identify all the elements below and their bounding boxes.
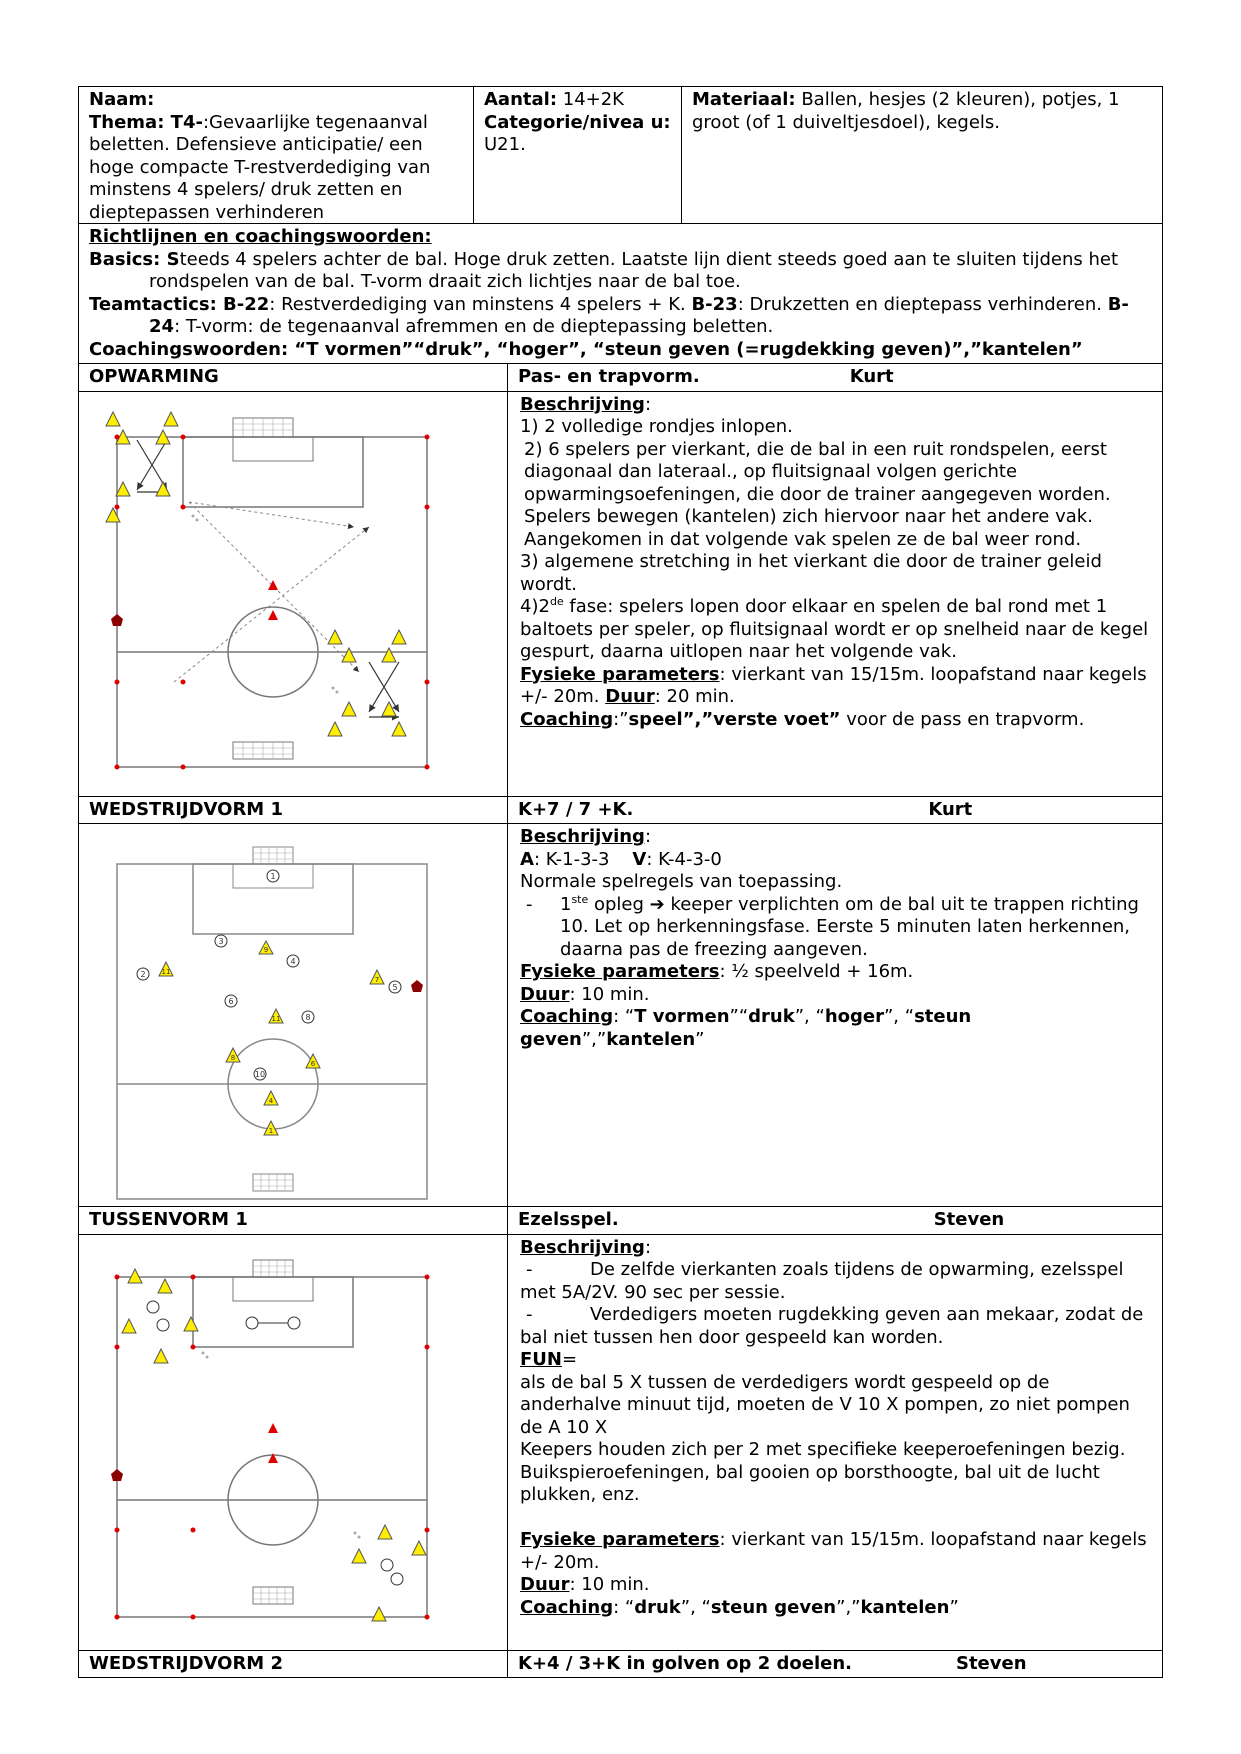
svg-text:11: 11	[161, 968, 171, 976]
basics-text: teeds 4 spelers achter de bal. Hoge druk zetten. Laatste lijn dient steeds goed aan te sluiten tijdens het rondspelen van de bal. T-vorm draait zich lichtjes naar de bal toe.	[149, 248, 1119, 292]
tussenvorm1-dash-2: Verdedigers moeten rugdekking geven aan mekaar, zodat de bal niet tussen hen door gespeeld kan worden.	[520, 1304, 1144, 1348]
svg-text:1: 1	[268, 1127, 274, 1135]
tussenvorm1-dash-1: De zelfde vierkanten zoals tijdens de opwarming, ezelsspel met 5A/2V. 90 sec per sessie.	[520, 1259, 1124, 1303]
basics-label: Basics: S	[89, 248, 180, 270]
fun-text: als de bal 5 X tussen de verdedigers wordt gespeeld op de anderhalve minuut tijd, moeten de V 10 X pompen, zo niet pompen de A 10 X	[520, 1371, 1130, 1438]
opwarming-field-svg	[79, 392, 507, 797]
player-a-10	[254, 1068, 266, 1080]
coaching-words-label: Coachingswoorden	[89, 338, 281, 360]
wedstrijdvorm1-coaching-label: Coaching	[520, 1006, 614, 1027]
guidelines-row	[78, 224, 1163, 364]
opleg-sup: ste	[571, 892, 589, 906]
opwarming-line4-sup: de	[549, 595, 564, 608]
opwarming-duur-text: : 20 min.	[654, 686, 735, 707]
wedstrijdvorm1-duur-text: : 10 min.	[569, 983, 650, 1005]
opwarming-desc-label: Beschrijving	[520, 393, 645, 415]
thema-label: Thema: T4-	[89, 111, 203, 133]
tussenvorm1-bar	[78, 1207, 1163, 1235]
wedstrijdvorm1-title: WEDSTRIJDVORM 1	[89, 798, 284, 820]
wedstrijdvorm2-trainer: Steven	[955, 1652, 1027, 1674]
formation-v-label: V	[632, 848, 647, 870]
opwarming-line-1: 1) 2 volledige rondjes inlopen.	[520, 416, 793, 437]
aantal-label: Aantal:	[484, 89, 558, 110]
player-a-8	[302, 1011, 314, 1023]
wedstrijdvorm1-row	[78, 824, 1163, 1207]
opwarming-title: OPWARMING	[89, 366, 219, 387]
player-v-9	[259, 941, 273, 954]
aantal-cell	[473, 87, 681, 223]
opwarming-coaching-a: :”	[613, 708, 629, 730]
wedstrijdvorm1-description: Beschrijving: A: K-1-3-3 V: K-4-3-0 Normale spelregels van toepassing. - 1ste opleg ➔ keeper verplichten om de bal uit te trappen richting 10. Let op herkenningsfase. Eerste 5 minuten laten herkennen, daarna pas de freezing aangeven. Fysieke parameters: ½ speelveld + 16m. Duur: 10 min. Coaching: “T vormen”“druk”, “hoger”, “steun geven”,”kantelen”	[507, 824, 1162, 1206]
svg-text:6: 6	[228, 997, 234, 1006]
b24-label: B-24	[149, 293, 1129, 337]
player-v-4	[264, 1091, 278, 1105]
tussenvorm1-coaching-label: Coaching	[520, 1596, 614, 1618]
svg-text:4: 4	[290, 957, 296, 966]
opwarming-coaching-label: Coaching	[520, 708, 614, 730]
wedstrijdvorm2-title: WEDSTRIJDVORM 2	[89, 1652, 284, 1674]
svg-text:10: 10	[254, 1070, 266, 1079]
formation-a-text: : K-1-3-3	[533, 848, 610, 870]
tussenvorm1-subtitle: Ezelsspel.	[518, 1209, 619, 1230]
tussenvorm1-trainer: Steven	[933, 1209, 1005, 1230]
training-sheet	[78, 86, 1163, 1678]
opwarming-line-4: baltoets per speler, op fluitsignaal wordt er op snelheid naar de kegel gespurt, daarna uitlopen naar het volgende vak.	[520, 618, 1149, 662]
svg-text:8: 8	[230, 1054, 236, 1062]
fun-eq: =	[561, 1349, 578, 1370]
opwarming-diagram	[79, 392, 507, 796]
wedstrijdvorm1-fysieke-text: : ½ speelveld + 16m.	[719, 961, 914, 982]
wedstrijdvorm1-desc-label: Beschrijving	[520, 826, 645, 847]
categorie-label: Categorie/nivea u:	[484, 111, 671, 133]
teamtactics-label: Teamtactics: B-22	[89, 293, 270, 315]
formation-a-label: A	[520, 848, 534, 870]
naam-label: Naam:	[89, 89, 155, 110]
wedstrijdvorm1-fysieke-label: Fysieke parameters	[520, 961, 720, 982]
aantal-value: 14+2K	[557, 89, 624, 110]
wedstrijdvorm1-subtitle: K+7 / 7 +K.	[518, 798, 634, 820]
opwarming-subtitle: Pas- en trapvorm.	[518, 366, 700, 387]
svg-text:11: 11	[271, 1015, 281, 1023]
wedstrijdvorm1-subtitle-cell	[507, 797, 1162, 824]
tussenvorm1-subtitle-cell	[507, 1207, 1162, 1234]
tussenvorm1-fysieke-text: : vierkant van 15/15m. loopafstand naar kegels +/- 20m.	[520, 1529, 1147, 1573]
wedstrijdvorm1-bar	[78, 797, 1163, 825]
tussenvorm1-title: TUSSENVORM 1	[89, 1209, 248, 1230]
player-v-7	[370, 970, 384, 984]
coaching-words-text: : “T vormen”“druk”, “hoger”, “steun geven (=rugdekking geven)”,”kantelen”	[280, 338, 1083, 360]
tussenvorm1-field-svg	[79, 1235, 507, 1651]
tussenvorm1-description: Beschrijving: - De zelfde vierkanten zoals tijdens de opwarming, ezelsspel met 5A/2V. 90 sec per sessie. - Verdedigers moeten rugdekking geven aan mekaar, zodat de bal niet tussen hen door gespeeld kan worden. FUN= als de bal 5 X tussen de verdedigers wordt gespeeld op de anderhalve minuut tijd, moeten de V 10 X pompen, zo niet pompen de A 10 X Keepers houden zich per 2 met specifieke keeperoefeningen bezig. Buikspieroefeningen, bal gooien op borsthoogte, bal uit de lucht plukken, enz. Fysieke parameters: vierkant van 15/15m. loopafstand naar kegels +/- 20m. Duur: 10 min. Coaching: “druk”, “steun geven”,”kantelen”	[507, 1235, 1162, 1650]
theme-cell	[79, 87, 473, 223]
tussenvorm1-duur-text: : 10 min.	[569, 1574, 650, 1595]
opwarming-fysieke-label: Fysieke parameters	[520, 663, 720, 685]
wedstrijdvorm1-field-svg	[79, 824, 507, 1207]
guidelines-title: Richtlijnen en coachingswoorden:	[89, 226, 432, 247]
player-a-1	[267, 870, 279, 882]
opwarming-line-2: 2) 6 spelers per vierkant, die de bal in een ruit rondspelen, eerst diagonaal dan lateraal., op fluitsignaal volgen gerichte opwarmingsoefeningen, die door de trainer aangegeven worden. Spelers bewegen (kantelen) zich hiervoor naar het andere vak. Aangekomen in dat volgende vak spelen ze de bal weer rond.	[524, 438, 1111, 550]
opwarming-fysieke-text: : vierkant van 15/15m. loopafstand naar kegels +/- 20m.	[520, 663, 1147, 707]
svg-text:5: 5	[392, 983, 398, 992]
svg-text:9: 9	[263, 946, 269, 954]
opwarming-row	[78, 392, 1163, 797]
opwarming-line-3: 3) algemene stretching in het vierkant die door de trainer geleid wordt.	[520, 551, 1102, 595]
tussenvorm1-duur-label: Duur	[520, 1574, 570, 1595]
opwarming-line4-b: fase: spelers lopen door elkaar en spelen de bal rond met 1	[563, 596, 1108, 617]
teamtactics-text-c: : T-vorm: de tegenaanval afremmen en de dieptepassing beletten.	[174, 316, 774, 337]
tussenvorm1-diagram	[79, 1235, 507, 1650]
guidelines-cell	[79, 224, 1162, 363]
categorie-value: U21.	[484, 134, 526, 155]
b23-label: B-23	[691, 293, 738, 315]
svg-text:4: 4	[268, 1097, 274, 1105]
materiaal-cell	[681, 87, 1162, 223]
opwarming-coaching-b: speel”,”verste voet”	[628, 708, 841, 730]
materiaal-label: Materiaal:	[692, 89, 796, 110]
svg-text:1: 1	[270, 872, 276, 881]
svg-text:3: 3	[218, 937, 224, 946]
fun-label: FUN	[520, 1349, 562, 1370]
player-a-3	[215, 935, 227, 947]
svg-text:6: 6	[310, 1060, 316, 1068]
opwarming-line4-a: 4)2	[520, 596, 550, 617]
opleg-number: 1	[560, 893, 572, 915]
opleg-text: opleg ➔ keeper verplichten om de bal uit te trappen richting 10. Let op herkenningsfase. Eerste 5 minuten laten herkennen, daarna pas de freezing aangeven.	[560, 893, 1139, 960]
wedstrijdvorm2-subtitle-cell	[507, 1651, 1162, 1678]
player-v-11a	[159, 962, 173, 976]
tussenvorm1-row	[78, 1235, 1163, 1651]
opwarming-duur-label: Duur	[605, 686, 655, 707]
teamtactics-text-b: : Drukzetten en dieptepass verhinderen.	[737, 293, 1108, 315]
svg-text:2: 2	[140, 970, 146, 979]
materiaal-value: Ballen, hesjes (2 kleuren), potjes, 1 groot (of 1 duiveltjesdoel), kegels.	[692, 89, 1120, 133]
tussenvorm1-desc-label: Beschrijving	[520, 1236, 645, 1258]
player-v-11b	[269, 1009, 283, 1023]
tussenvorm1-fysieke-label: Fysieke parameters	[520, 1529, 720, 1550]
wedstrijdvorm1-duur-label: Duur	[520, 983, 570, 1005]
opwarming-description: Beschrijving: 1) 2 volledige rondjes inlopen. 2) 6 spelers per vierkant, die de bal in een ruit rondspelen, eerst diagonaal dan lateraal., op fluitsignaal volgen gerichte opwarmingsoefeningen, die door de trainer aangegeven worden. Spelers bewegen (kantelen) zich hiervoor naar het andere vak. Aangekomen in dat volgende vak spelen ze de bal weer rond. 3) algemene stretching in het vierkant die door de trainer geleid wordt. 4)2de fase: spelers lopen door elkaar en spelen de bal rond met 1 baltoets per speler, op fluitsignaal wordt er op snelheid naar de kegel gespurt, daarna uitlopen naar het volgende vak. Fysieke parameters: vierkant van 15/15m. loopafstand naar kegels +/- 20m. Duur: 20 min. Coaching:”speel”,”verste voet” voor de pass en trapvorm.	[507, 392, 1162, 796]
teamtactics-text-a: : Restverdediging van minstens 4 spelers + K.	[269, 293, 692, 315]
svg-text:8: 8	[305, 1013, 311, 1022]
wedstrijdvorm2-bar	[78, 1651, 1163, 1679]
player-a-6	[225, 995, 237, 1007]
thema-text: :Gevaarlijke tegenaanval beletten. Defensieve anticipatie/ een hoge compacte T-restverdediging van minstens 4 spelers/ druk zetten en dieptepassen verhinderen	[89, 111, 431, 223]
formation-v-text: : K-4-3-0	[646, 848, 722, 870]
wedstrijdvorm1-rules: Normale spelregels van toepassing.	[520, 871, 843, 892]
opwarming-coaching-c: voor de pass en trapvorm.	[840, 708, 1085, 730]
header-row	[78, 86, 1163, 224]
wedstrijdvorm1-diagram	[79, 824, 507, 1206]
svg-text:7: 7	[374, 976, 380, 984]
player-a-2	[137, 968, 149, 980]
wedstrijdvorm2-subtitle: K+4 / 3+K in golven op 2 doelen.	[518, 1652, 852, 1674]
opwarming-subtitle-cell	[507, 364, 1162, 391]
keepers-text: Keepers houden zich per 2 met specifieke keeperoefeningen bezig. Buikspieroefeningen, bal gooien op borsthoogte, bal uit de lucht plukken, enz.	[520, 1439, 1126, 1505]
opwarming-trainer: Kurt	[849, 366, 894, 387]
player-a-5	[389, 981, 401, 993]
opwarming-bar	[78, 364, 1163, 392]
wedstrijdvorm1-trainer: Kurt	[928, 798, 973, 820]
player-a-4	[287, 955, 299, 967]
